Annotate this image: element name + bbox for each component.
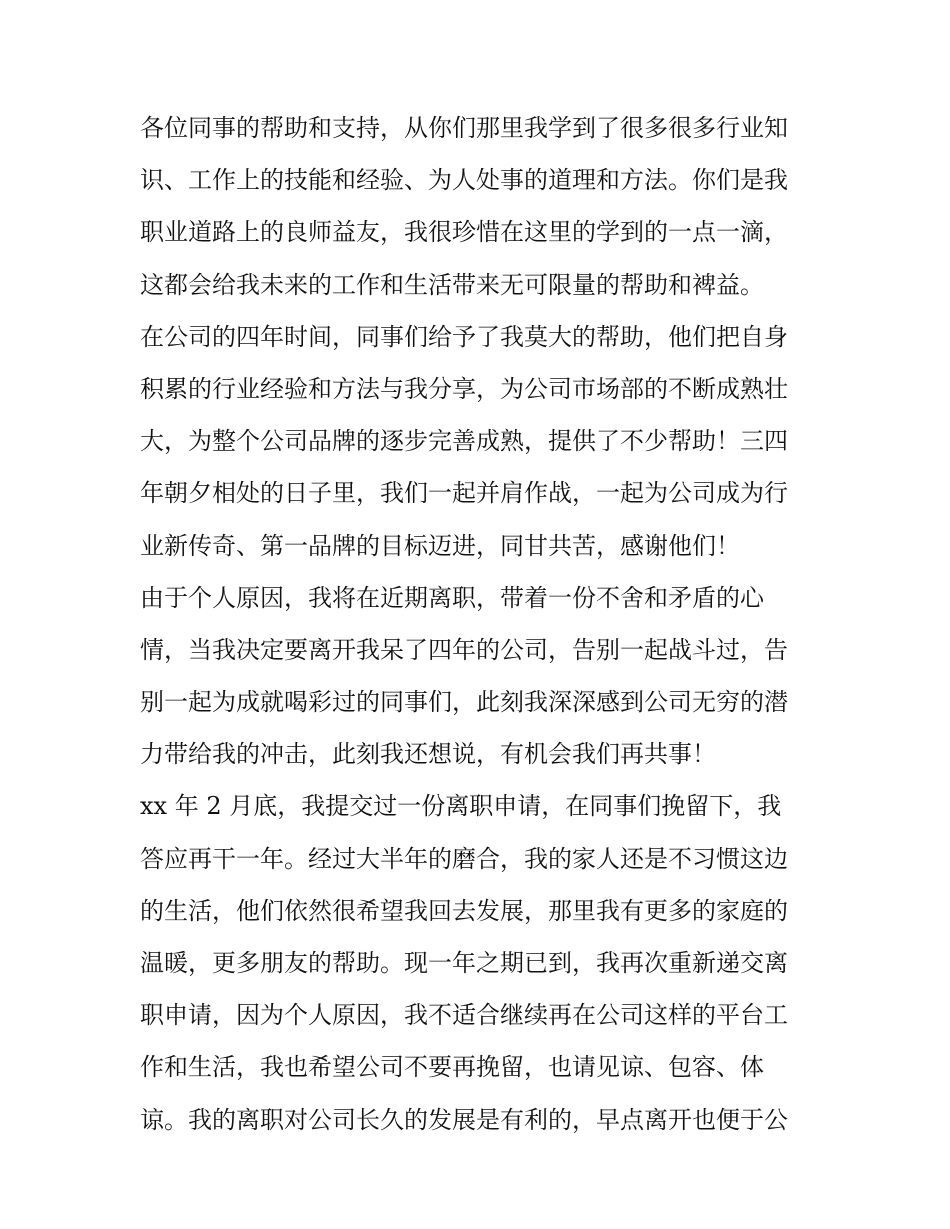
text-line: 职申请，因为个人原因，我不适合继续再在公司这样的平台工 [140,1001,788,1030]
text-line: 识、工作上的技能和经验、为人处事的道理和方法。你们是我 [140,166,788,195]
text-line: 别一起为成就喝彩过的同事们，此刻我深深感到公司无穷的潜 [140,688,788,717]
text-line: 谅。我的离职对公司长久的发展是有利的，早点离开也便于公 [140,1105,788,1134]
text-line: 积累的行业经验和方法与我分享，为公司市场部的不断成熟壮 [140,374,788,403]
paragraph-4 [140,780,820,1145]
paragraph-1 [140,102,820,311]
text-line: 大，为整个公司品牌的逐步完善成熟，提供了不少帮助！三四 [140,427,788,456]
paragraph-2 [140,311,820,572]
text-line: 年朝夕相处的日子里，我们一起并肩作战，一起为公司成为行 [140,479,788,508]
text-line: 答应再干一年。经过大半年的磨合，我的家人还是不习惯这边 [140,844,788,873]
text-line: 情，当我决定要离开我呆了四年的公司，告别一起战斗过，告 [140,635,788,664]
text-line: xx 年 2 月底，我提交过一份离职申请，在同事们挽留下，我 [140,792,782,821]
text-line: 由于个人原因，我将在近期离职，带着一份不舍和矛盾的心 [140,583,764,612]
text-line: 温暖，更多朋友的帮助。现一年之期已到，我再次重新递交离 [140,949,788,977]
text-line: 的生活，他们依然很希望我回去发展，那里我有更多的家庭的 [140,896,788,925]
body-text [140,102,820,1146]
text-line: 在公司的四年时间，同事们给予了我莫大的帮助，他们把自身 [140,322,788,351]
text-line: 力带给我的冲击，此刻我还想说，有机会我们再共事！ [140,740,716,769]
paragraph-3 [140,572,820,781]
text-line: 职业道路上的良师益友，我很珍惜在这里的学到的一点一滴， [140,218,788,247]
text-line: 各位同事的帮助和支持，从你们那里我学到了很多很多行业知 [140,114,788,142]
text-line: 这都会给我未来的工作和生活带来无可限量的帮助和裨益。 [140,270,764,299]
text-line: 业新传奇、第一品牌的目标迈进，同甘共苦，感谢他们！ [140,531,740,560]
text-line: 作和生活，我也希望公司不要再挽留，也请见谅、包容、体 [140,1053,764,1082]
